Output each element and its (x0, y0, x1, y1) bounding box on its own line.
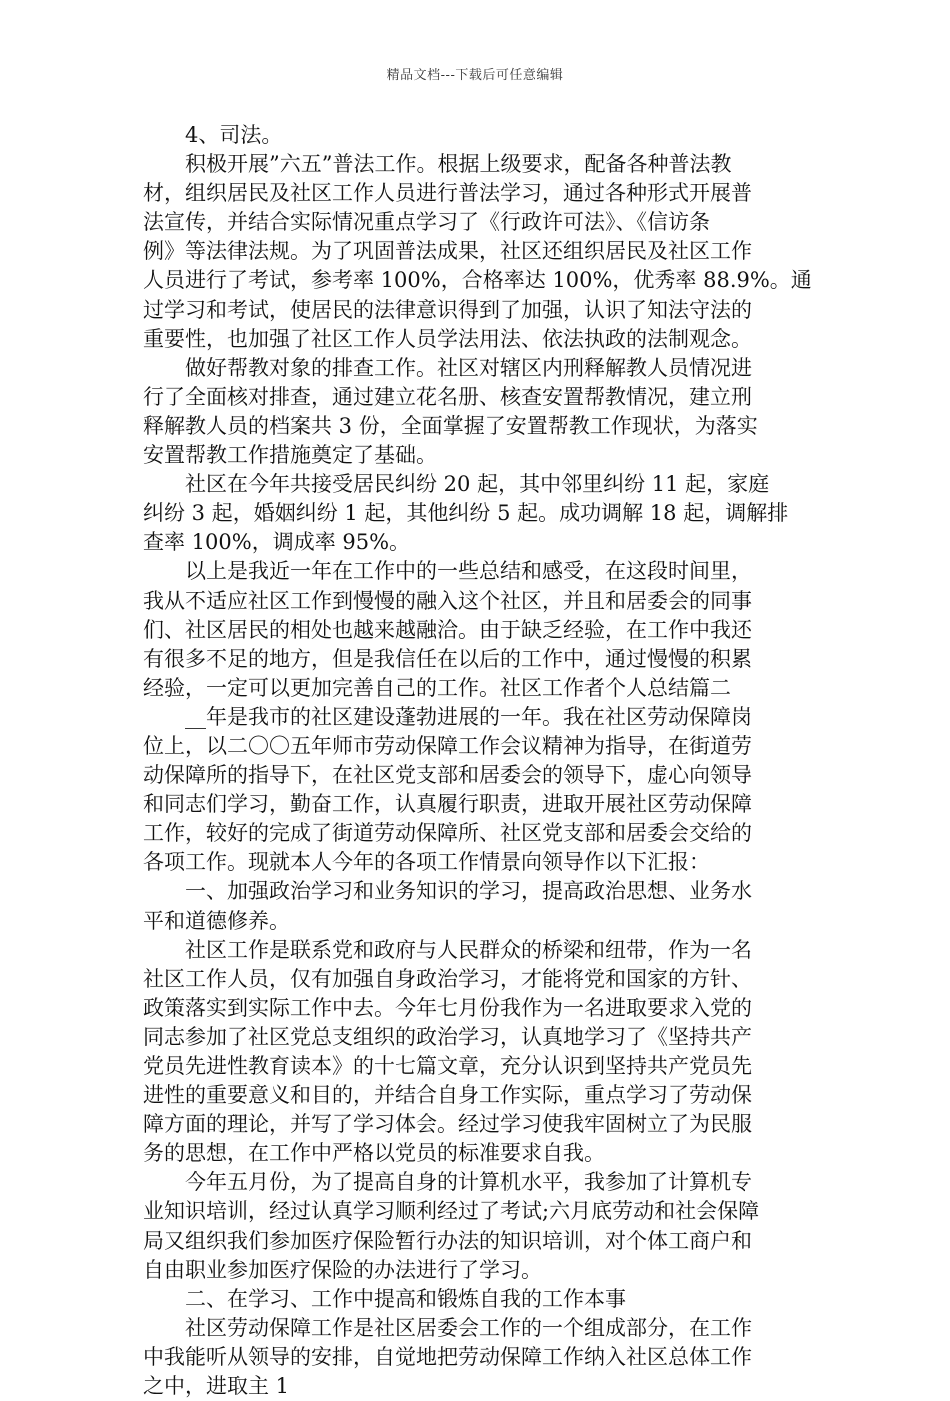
paragraph-line: 安置帮教工作措施奠定了基础。 (143, 443, 437, 468)
paragraph-line: __年是我市的社区建设蓬勃进展的一年。我在社区劳动保障岗 (185, 704, 752, 729)
paragraph-line: 位上，以二〇〇五年师市劳动保障工作会议精神为指导，在街道劳 (143, 733, 752, 758)
paragraph-line: 过学习和考试，使居民的法律意识得到了加强，认识了知法守法的 (143, 297, 752, 322)
paragraph-line: 同志参加了社区党总支组织的政治学习，认真地学习了《坚持共产 (143, 1024, 752, 1049)
paragraph-line: 中我能听从领导的安排，自觉地把劳动保障工作纳入社区总体工作 (143, 1344, 752, 1369)
paragraph-line: 之中，进取主 1 (143, 1374, 290, 1399)
paragraph-line: 社区在今年共接受居民纠纷 20 起，其中邻里纠纷 11 起，家庭 (185, 472, 770, 497)
section-heading: 二、在学习、工作中提高和锻炼自我的工作本事 (185, 1286, 626, 1311)
paragraph-line: 法宣传，并结合实际情况重点学习了《行政许可法》、《信访条 (143, 210, 710, 235)
paragraph-line: 进性的重要意义和目的，并结合自身工作实际，重点学习了劳动保 (143, 1083, 752, 1108)
paragraph-line: 障方面的理论，并写了学习体会。经过学习使我牢固树立了为民服 (143, 1112, 752, 1137)
paragraph-line: 今年五月份，为了提高自身的计算机水平，我参加了计算机专 (185, 1170, 752, 1195)
paragraph-line: 局又组织我们参加医疗保险暂行办法的知识培训，对个体工商户和 (143, 1228, 752, 1253)
paragraph-line: 党员先进性教育读本》的十七篇文章，充分认识到坚持共产党员先 (143, 1054, 752, 1078)
paragraph-line: 自由职业参加医疗保险的办法进行了学习。 (143, 1257, 542, 1282)
paragraph-line: 纠纷 3 起，婚姻纠纷 1 起，其他纠纷 5 起。成功调解 18 起，调解排 (143, 501, 789, 526)
document-body (143, 121, 815, 1401)
paragraph-line: 动保障所的指导下，在社区党支部和居委会的领导下，虚心向领导 (143, 763, 752, 788)
paragraph-line: 社区工作人员，仅有加强自身政治学习，才能将党和国家的方针、 (143, 966, 752, 991)
page-header: 精品文档---下载后可任意编辑 (386, 68, 564, 83)
paragraph-line: 社区工作是联系党和政府与人民群众的桥梁和纽带，作为一名 (185, 937, 752, 962)
paragraph-line: 人员进行了考试，参考率 100%，合格率达 100%，优秀率 88.9%。通 (143, 268, 812, 293)
paragraph-line: 查率 100%，调成率 95%。 (143, 530, 411, 555)
paragraph-line: 工作，较好的完成了街道劳动保障所、社区党支部和居委会交给的 (143, 821, 752, 846)
paragraph-line: 政策落实到实际工作中去。今年七月份我作为一名进取要求入党的 (143, 995, 752, 1020)
paragraph-line: 材，组织居民及社区工作人员进行普法学习，通过各种形式开展普 (143, 181, 752, 206)
paragraph-line: 经验，一定可以更加完善自己的工作。社区工作者个人总结篇二 (143, 675, 731, 700)
section-heading: 4、司法。 (185, 123, 283, 147)
paragraph-line: 例》等法律法规。为了巩固普法成果，社区还组织居民及社区工作 (143, 239, 752, 264)
paragraph-line: 社区劳动保障工作是社区居委会工作的一个组成部分，在工作 (185, 1315, 752, 1340)
paragraph-line: 业知识培训，经过认真学习顺利经过了考试;六月底劳动和社会保障 (143, 1199, 760, 1224)
paragraph-line: 们、社区居民的相处也越来越融洽。由于缺乏经验，在工作中我还 (143, 617, 752, 642)
paragraph-line: 重要性，也加强了社区工作人员学法用法、依法执政的法制观念。 (143, 326, 752, 351)
paragraph-line: 释解教人员的档案共 3 份，全面掌握了安置帮教工作现状，为落实 (143, 413, 758, 438)
paragraph-line: 行了全面核对排查，通过建立花名册、核查安置帮教情况，建立刑 (143, 384, 752, 409)
paragraph-line: 务的思想，在工作中严格以党员的标准要求自我。 (143, 1141, 605, 1166)
paragraph-line: 做好帮教对象的排查工作。社区对辖区内刑释解教人员情况进 (185, 355, 752, 380)
paragraph-line: 以上是我近一年在工作中的一些总结和感受，在这段时间里， (185, 559, 752, 584)
paragraph-line: 有很多不足的地方，但是我信任在以后的工作中，通过慢慢的积累 (143, 646, 752, 671)
paragraph-line: 积极开展”六五”普法工作。根据上级要求，配备各种普法教 (185, 152, 732, 177)
paragraph-line: 和同志们学习，勤奋工作，认真履行职责，进取开展社区劳动保障 (143, 792, 752, 817)
paragraph-line: 各项工作。现就本人今年的各项工作情景向领导作以下汇报： (143, 850, 710, 875)
section-heading: 平和道德修养。 (143, 908, 290, 933)
paragraph-line: 我从不适应社区工作到慢慢的融入这个社区，并且和居委会的同事 (143, 588, 752, 613)
section-heading: 一、加强政治学习和业务知识的学习，提高政治思想、业务水 (185, 879, 752, 904)
